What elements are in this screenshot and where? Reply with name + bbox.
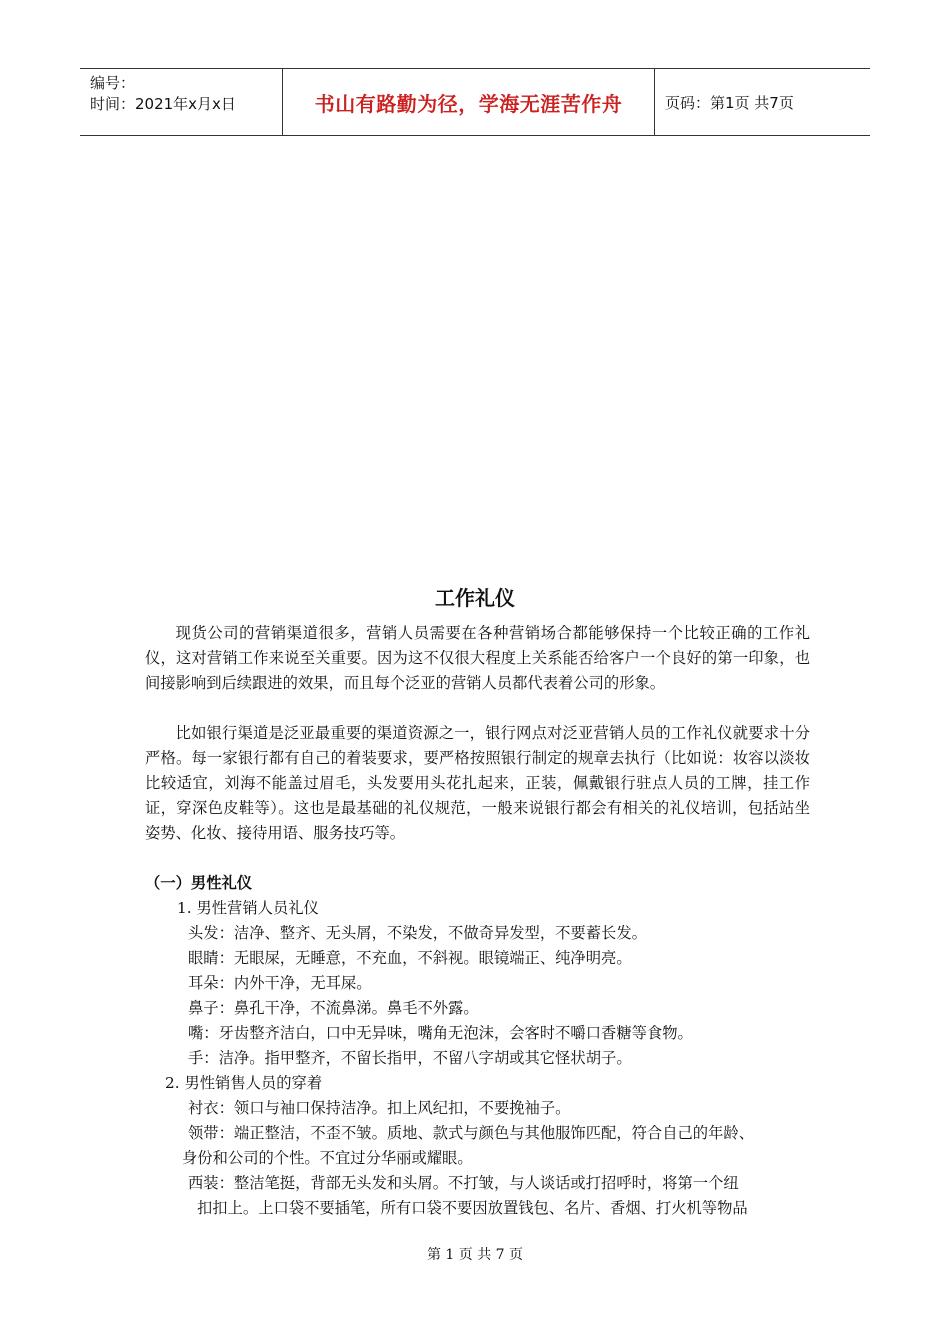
- list-item-eyes: 眼睛：无眼屎，无睡意，不充血，不斜视。眼镜端正、纯净明亮。: [188, 949, 632, 967]
- document-title: 工作礼仪: [435, 586, 515, 610]
- list-item-tie-line-1: 领带：端正整洁，不歪不皱。质地、款式与颜色与其他服饰匹配，符合自己的年龄、: [188, 1124, 754, 1142]
- document-header: [80, 68, 870, 136]
- list-item-suit-line-2: 扣扣上。上口袋不要插笔，所有口袋不要因放置钱包、名片、香烟、打火机等物品: [197, 1199, 748, 1217]
- list-item-shirt: 衬衣：领口与袖口保持洁净。扣上风纪扣，不要挽袖子。: [188, 1099, 571, 1117]
- intro-paragraph-1: [145, 621, 810, 696]
- intro-paragraph-2: [145, 721, 810, 846]
- list-item-hair: 头发：洁净、整齐、无头屑，不染发，不做奇异发型，不要蓄长发。: [188, 924, 647, 942]
- list-item-nose: 鼻子：鼻孔干净，不流鼻涕。鼻毛不外露。: [188, 999, 479, 1017]
- header-page-info: 页码：第1页 共7页: [665, 93, 794, 112]
- list-item-tie-line-2: 身份和公司的个性。不宜过分华丽或耀眼。: [182, 1149, 473, 1167]
- list-item-hands: 手：洁净。指甲整齐，不留长指甲，不留八字胡或其它怪状胡子。: [188, 1049, 632, 1067]
- paragraph-text: 比如银行渠道是泛亚最重要的渠道资源之一，银行网点对泛亚营销人员的工作礼仪就要求十分严格。每一家银行都有自己的着装要求，要严格按照银行制定的规章去执行（比如说：妆容以淡妆比较适宜，刘海不能盖过眉毛，头发要用头花扎起来，正装，佩戴银行驻点人员的工牌，挂工作证，穿深色皮鞋等）。这也是最基础的礼仪规范，一般来说银行都会有相关的礼仪培训，包括站坐姿势、化妆、接待用语、服务技巧等。: [145, 724, 810, 842]
- header-meta: [80, 69, 283, 135]
- section-heading-male-etiquette: （一）男性礼仪: [145, 874, 253, 892]
- paragraph-text: 现货公司的营销渠道很多，营销人员需要在各种营销场合都能够保持一个比较正确的工作礼仪，这对营销工作来说至关重要。因为这不仅很大程度上关系能否给客户一个良好的第一印象，也间接影响到后续跟进的效果，而且每个泛亚的营销人员都代表着公司的形象。: [145, 624, 810, 692]
- subsection-title-grooming: 1. 男性营销人员礼仪: [177, 899, 319, 917]
- list-item-mouth: 嘴：牙齿整齐洁白，口中无异味，嘴角无泡沫，会客时不嚼口香糖等食物。: [188, 1024, 693, 1042]
- document-date: 时间：2021年x月x日: [90, 95, 236, 113]
- list-item-suit-line-1: 西装：整洁笔挺，背部无头发和头屑。不打皱，与人谈话或打招呼时，将第一个纽: [188, 1174, 739, 1192]
- page-footer: 第 1 页 共 7 页: [426, 1247, 524, 1263]
- header-motto: 书山有路勤为径，学海无涯苦作舟: [283, 69, 655, 135]
- document-number-label: 编号：: [90, 74, 136, 92]
- list-item-ears: 耳朵：内外干净，无耳屎。: [188, 974, 372, 992]
- subsection-title-attire: 2. 男性销售人员的穿着: [165, 1074, 323, 1092]
